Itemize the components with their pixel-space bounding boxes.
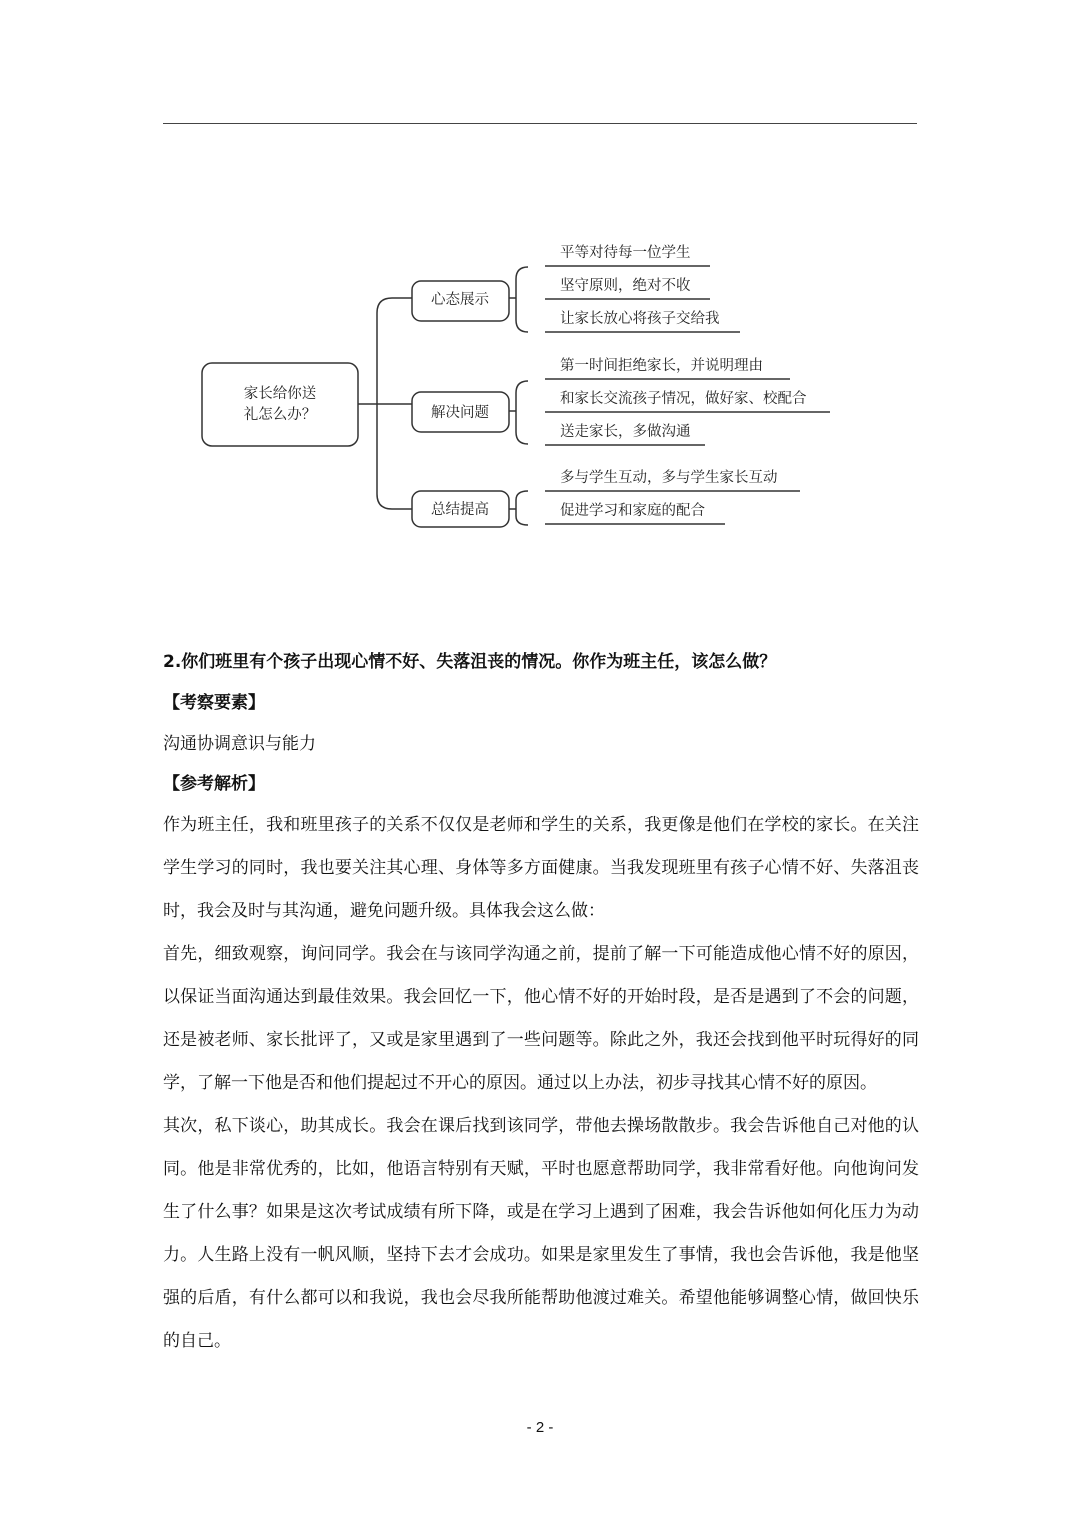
- page-number: - 2 -: [526, 1419, 554, 1436]
- leaf-label: 坚守原则，绝对不收: [560, 278, 691, 294]
- mind-map: [0, 0, 1080, 600]
- analysis-paragraph: 作为班主任，我和班里孩子的关系不仅仅是老师和学生的关系，我更像是他们在学校的家长。在关注学生学习的同时，我也要关注其心理、身体等多方面健康。当我发现班里有孩子心情不好、失落沮丧时，我会及时与其沟通，避免问题升级。具体我会这么做：: [163, 815, 919, 921]
- leaf-label: 送走家长，多做沟通: [560, 424, 691, 440]
- key-elements-text: 沟通协调意识与能力: [163, 734, 316, 754]
- leaf-label: 平等对待每一位学生: [560, 245, 691, 261]
- mind-map-root-box: [202, 363, 358, 446]
- question-heading: 2.你们班里有个孩子出现心情不好、失落沮丧的情况。你作为班主任，该怎么做？: [163, 652, 777, 672]
- section-title-key-elements: 【考察要素】: [163, 693, 265, 713]
- root-label-line: 家长给你送: [243, 386, 317, 402]
- leaf-label: 促进学习和家庭的配合: [560, 503, 705, 519]
- branch-label: 总结提高: [431, 502, 489, 518]
- analysis-paragraph: 其次，私下谈心，助其成长。我会在课后找到该同学，带他去操场散散步。我会告诉他自己对他的认同。他是非常优秀的，比如，他语言特别有天赋，平时也愿意帮助同学，我非常看好他。向他询问发生了什么事？如果是这次考试成绩有所下降，或是在学习上遇到了困难，我会告诉他如何化压力为动力。人生路上没有一帆风顺，坚持下去才会成功。如果是家里发生了事情，我也会告诉他，我是他坚强的后盾，有什么都可以和我说，我也会尽我所能帮助他渡过难关。希望他能够调整心情，做回快乐的自己。: [163, 1116, 919, 1351]
- leaf-label: 让家长放心将孩子交给我: [560, 311, 720, 327]
- leaf-brace-3: [516, 491, 528, 525]
- section-title-reference-analysis: 【参考解析】: [163, 774, 265, 794]
- branch-label: 解决问题: [431, 405, 489, 421]
- leaf-brace-1: [516, 267, 528, 332]
- leaf-label: 多与学生互动，多与学生家长互动: [560, 470, 778, 486]
- root-label-line: 礼怎么办？: [243, 407, 317, 423]
- leaf-label: 第一时间拒绝家长，并说明理由: [560, 358, 763, 374]
- leaf-brace-2: [516, 381, 528, 444]
- article-body: [163, 645, 919, 1363]
- branch-label: 心态展示: [431, 292, 489, 308]
- analysis-paragraph: 首先，细致观察，询问同学。我会在与该同学沟通之前，提前了解一下可能造成他心情不好的原因，以保证当面沟通达到最佳效果。我会回忆一下，他心情不好的开始时段，是否是遇到了不会的问题，还是被老师、家长批评了，又或是家里遇到了一些问题等。除此之外，我还会找到他平时玩得好的同学，了解一下他是否和他们提起过不开心的原因。通过以上办法，初步寻找其心情不好的原因。: [163, 944, 919, 1093]
- leaf-label: 和家长交流孩子情况，做好家、校配合: [560, 391, 807, 407]
